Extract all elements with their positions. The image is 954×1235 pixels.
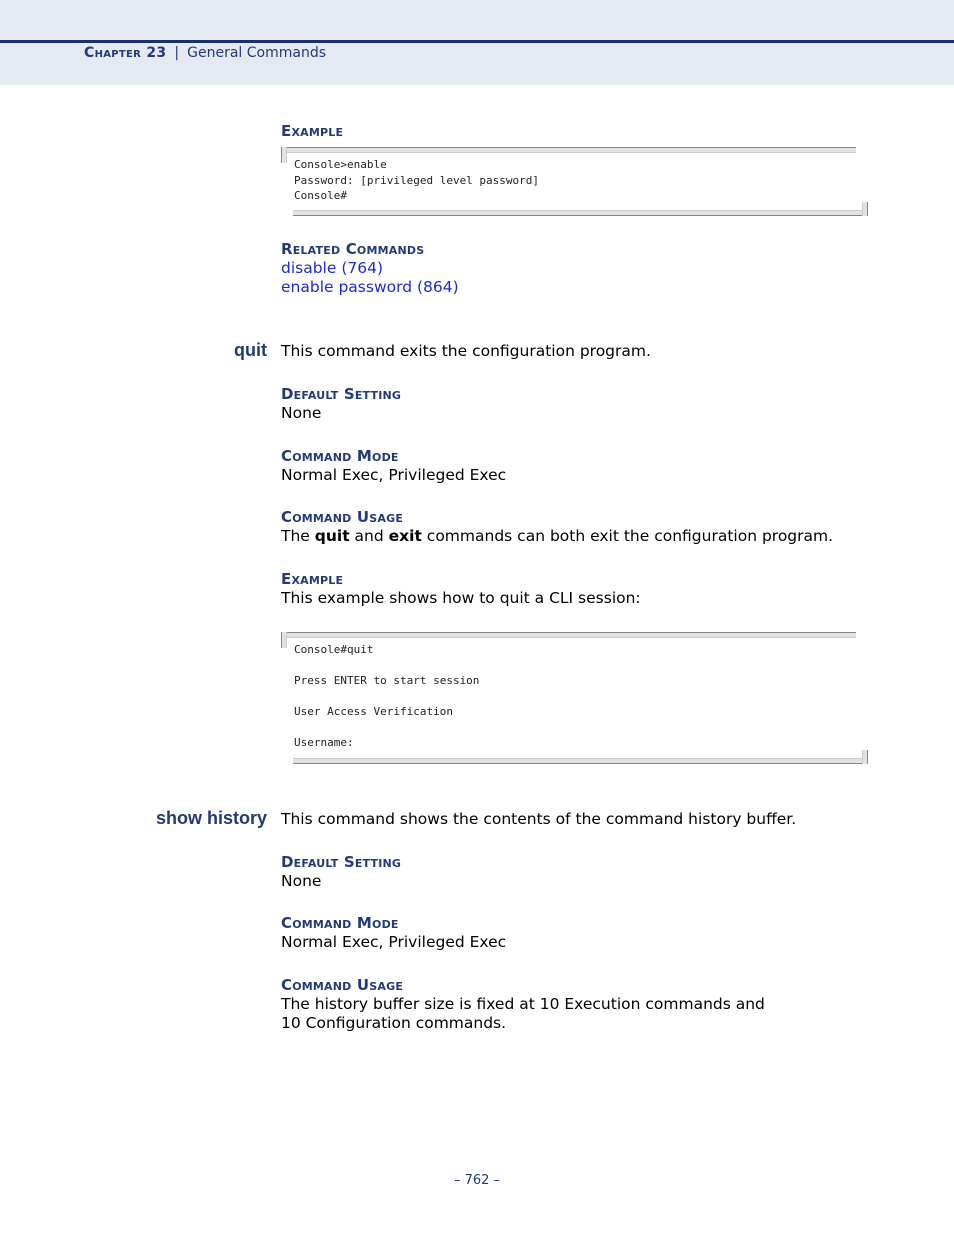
default-setting-value: None bbox=[281, 872, 322, 890]
related-commands-heading: Related Commands bbox=[281, 240, 425, 258]
command-usage-line: The history buffer size is fixed at 10 Execution commands and bbox=[281, 995, 765, 1013]
command-mode-heading: Command Mode bbox=[281, 447, 399, 465]
chapter-label: Chapter 23 bbox=[84, 45, 167, 61]
quit-description: This command exits the configuration program. bbox=[281, 342, 651, 360]
code-border-left bbox=[281, 632, 287, 648]
code-border-right bbox=[862, 750, 868, 764]
code-block-quit bbox=[281, 632, 868, 764]
command-usage-text bbox=[281, 527, 833, 545]
usage-text-part: commands can both exit the configuration program. bbox=[421, 527, 834, 545]
command-mode-heading: Command Mode bbox=[281, 914, 399, 932]
usage-keyword-exit: exit bbox=[388, 527, 422, 545]
command-name-show-history: show history bbox=[155, 808, 267, 828]
code-text: Console#quit Press ENTER to start session User Access Verification Username: bbox=[294, 643, 480, 749]
default-setting-heading: Default Setting bbox=[281, 853, 402, 871]
usage-text-part: and bbox=[349, 527, 389, 545]
code-text: Console>enable Password: [privileged level password] Console# bbox=[294, 158, 540, 202]
command-usage-heading: Command Usage bbox=[281, 508, 404, 526]
example-heading: Example bbox=[281, 122, 344, 140]
usage-keyword-quit: quit bbox=[314, 527, 350, 545]
code-border-right bbox=[862, 202, 868, 216]
header-separator: | bbox=[174, 45, 180, 61]
link-disable[interactable]: disable (764) bbox=[281, 259, 384, 277]
page-number: – 762 – bbox=[453, 1173, 501, 1188]
chapter-title: General Commands bbox=[187, 45, 327, 61]
command-mode-value: Normal Exec, Privileged Exec bbox=[281, 466, 507, 484]
command-usage-heading: Command Usage bbox=[281, 976, 404, 994]
show-history-description: This command shows the contents of the command history buffer. bbox=[281, 810, 797, 828]
command-name-quit: quit bbox=[234, 340, 267, 360]
header-rule bbox=[0, 40, 954, 43]
running-header bbox=[84, 45, 326, 61]
default-setting-heading: Default Setting bbox=[281, 385, 402, 403]
code-border-top bbox=[281, 147, 856, 153]
code-border-bottom bbox=[293, 758, 868, 764]
example-heading: Example bbox=[281, 570, 344, 588]
default-setting-value: None bbox=[281, 404, 322, 422]
command-usage-line: 10 Configuration commands. bbox=[281, 1014, 507, 1032]
example-intro: This example shows how to quit a CLI session: bbox=[281, 589, 641, 607]
code-border-top bbox=[281, 632, 856, 638]
page-header bbox=[0, 0, 954, 85]
code-block-enable bbox=[281, 147, 868, 216]
code-border-bottom bbox=[293, 210, 868, 216]
code-border-left bbox=[281, 147, 287, 163]
usage-text-part: The bbox=[281, 527, 315, 545]
link-enable-password[interactable]: enable password (864) bbox=[281, 278, 459, 296]
command-mode-value: Normal Exec, Privileged Exec bbox=[281, 933, 507, 951]
